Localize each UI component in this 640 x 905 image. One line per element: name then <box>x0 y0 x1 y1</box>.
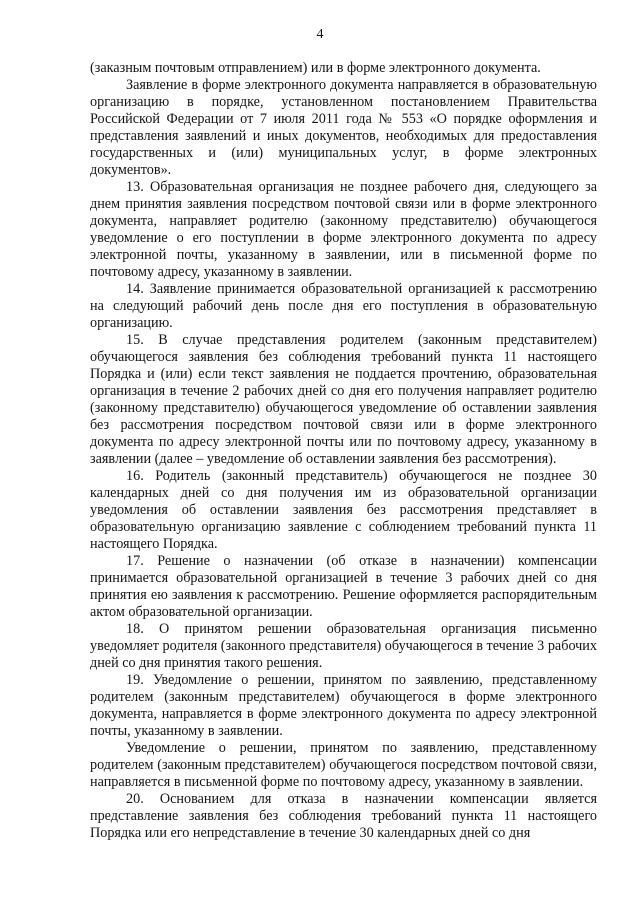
paragraph-17: 17. Решение о назначении (об отказе в назначении) компенсации принимается образовательной организацией в течение 3 рабочих дней со дня принятия ею заявления к рассмотрению. Решение оформляется распорядительным актом образовательной организации. <box>90 553 597 620</box>
paragraph-13: 13. Образовательная организация не позднее рабочего дня, следующего за днем принятия заявления посредством почтовой связи или в форме электронного документа, направляет родителю (законному представителю) обучающегося уведомление о его поступлении в форме электронного документа по адресу электронной почты, указанному в заявлении, или в письменной форме по почтовому адресу, указанному в заявлении. <box>90 179 597 280</box>
paragraph-19: 19. Уведомление о решении, принятом по заявлению, представленному родителем (законным представителем) обучающегося в форме электронного документа, направляется в форме электронного документа по адресу электронной почты, указанному в заявлении. <box>90 672 597 739</box>
page-number: 4 <box>316 27 324 42</box>
paragraph-electronic-application: Заявление в форме электронного документа направляется в образовательную организацию в порядке, установленном постановлением Правительства Российской Федерации от 7 июля 2011 года № 553 «О порядке оформления и представления заявлений и иных документов, необходимых для предоставления государственных и (или) муниципальных услуг, в форме электронных документов». <box>90 77 597 178</box>
paragraph-continuation: (заказным почтовым отправлением) или в форме электронного документа. <box>90 60 541 76</box>
document-body <box>90 60 597 842</box>
paragraph-16: 16. Родитель (законный представитель) обучающегося не позднее 30 календарных дней со дня получения им из образовательной организации уведомления об оставлении заявления без рассмотрения представляет в образовательную организацию заявление с соблюдением требований пункта 11 настоящего Порядка. <box>90 468 597 552</box>
paragraph-18: 18. О принятом решении образовательная организация письменно уведомляет родителя (законного представителя) обучающегося в течение 3 рабочих дней со дня принятия такого решения. <box>90 621 597 671</box>
paragraph-14: 14. Заявление принимается образовательной организацией к рассмотрению на следующий рабочий день после дня его поступления в образовательную организацию. <box>90 281 597 331</box>
paragraph-19-postal: Уведомление о решении, принятом по заявлению, представленному родителем (законным представителем) обучающегося посредством почтовой связи, направляется в письменной форме по почтовому адресу, указанному в заявлении. <box>90 740 597 790</box>
paragraph-15: 15. В случае представления родителем (законным представителем) обучающегося заявления без соблюдения требований пункта 11 настоящего Порядка и (или) если текст заявления не поддается прочтению, образовательная организация в течение 2 рабочих дней со дня его получения направляет родителю (законному представителю) обучающегося уведомление об оставлении заявления без рассмотрения посредством почтовой связи или в форме электронного документа по адресу электронной почты или по почтовому адресу, указанному в заявлении (далее – уведомление об оставлении заявления без рассмотрения). <box>90 332 597 467</box>
paragraph-20: 20. Основанием для отказа в назначении компенсации является представление заявления без соблюдения требований пункта 11 настоящего Порядка или его непредставление в течение 30 календарных дней со дня <box>90 791 597 841</box>
